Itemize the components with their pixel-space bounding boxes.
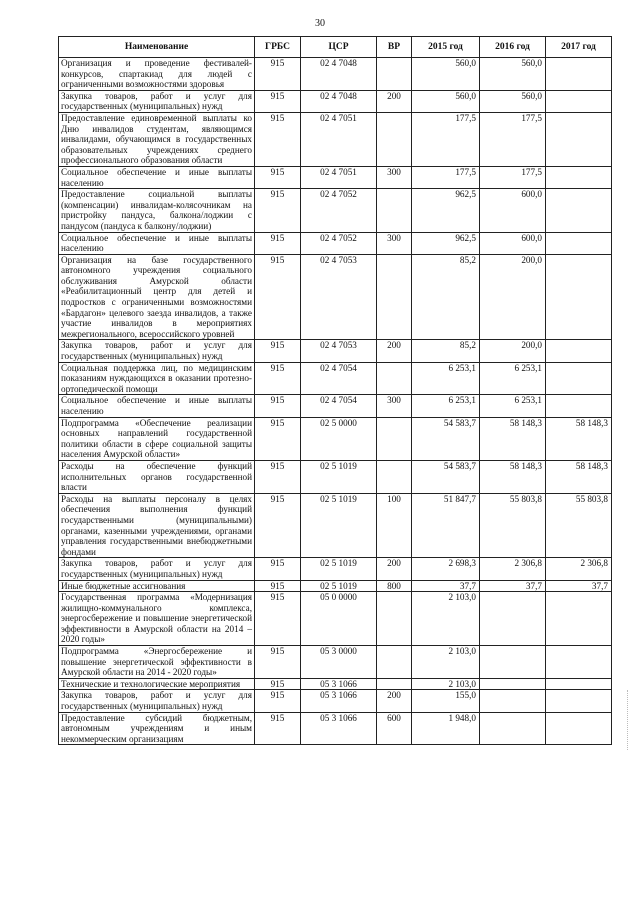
cell-csr: 05 3 1066 [301, 712, 377, 745]
cell-grbs: 915 [255, 232, 301, 254]
table-row [59, 166, 612, 188]
cell-y2016: 200,0 [480, 340, 546, 362]
table-row [59, 189, 612, 232]
cell-vr [377, 58, 412, 91]
cell-y2017 [546, 90, 612, 112]
cell-y2017 [546, 646, 612, 679]
cell-y2016 [480, 646, 546, 679]
cell-name: Предоставление субсидий бюджетным, автономным учреждениям и иным некоммерческим организациям [59, 712, 255, 745]
cell-y2015: 962,5 [412, 232, 480, 254]
cell-y2016: 37,7 [480, 580, 546, 592]
cell-grbs: 915 [255, 417, 301, 460]
table-row [59, 254, 612, 340]
cell-y2015: 2 103,0 [412, 678, 480, 690]
cell-vr [377, 678, 412, 690]
cell-csr: 02 4 7048 [301, 58, 377, 91]
cell-grbs: 915 [255, 678, 301, 690]
cell-y2017 [546, 712, 612, 745]
cell-y2017 [546, 395, 612, 417]
cell-grbs: 915 [255, 166, 301, 188]
cell-name: Закупка товаров, работ и услуг для государственных (муниципальных) нужд [59, 340, 255, 362]
cell-y2017 [546, 340, 612, 362]
cell-grbs: 915 [255, 189, 301, 232]
cell-y2015: 54 583,7 [412, 460, 480, 493]
header-2017: 2017 год [546, 37, 612, 58]
table-row [59, 580, 612, 592]
table-row [59, 592, 612, 646]
cell-grbs: 915 [255, 592, 301, 646]
cell-grbs: 915 [255, 254, 301, 340]
cell-name: Предоставление социальной выплаты (компенсации) инвалидам-колясочникам на пристройку пандуса, балкона/лоджии с пандусом (пандуса к балкону/лоджии) [59, 189, 255, 232]
cell-y2016: 200,0 [480, 254, 546, 340]
cell-y2015: 54 583,7 [412, 417, 480, 460]
cell-csr: 02 4 7051 [301, 166, 377, 188]
cell-y2017 [546, 592, 612, 646]
cell-y2016 [480, 690, 546, 712]
cell-y2015: 2 698,3 [412, 558, 480, 580]
cell-grbs: 915 [255, 58, 301, 91]
scan-margin-mark [627, 690, 634, 750]
cell-y2015: 962,5 [412, 189, 480, 232]
cell-y2016: 560,0 [480, 90, 546, 112]
table-row [59, 690, 612, 712]
cell-y2015: 6 253,1 [412, 395, 480, 417]
cell-y2017 [546, 112, 612, 166]
cell-name: Социальная поддержка лиц, по медицинским показаниям нуждающихся в оказании протезно-ортопедической помощи [59, 362, 255, 395]
cell-grbs: 915 [255, 493, 301, 558]
cell-vr [377, 460, 412, 493]
table-row [59, 112, 612, 166]
header-csr: ЦСР [301, 37, 377, 58]
cell-grbs: 915 [255, 580, 301, 592]
cell-y2017 [546, 690, 612, 712]
cell-csr: 02 5 1019 [301, 558, 377, 580]
page-number: 30 [315, 18, 325, 29]
cell-vr: 200 [377, 690, 412, 712]
cell-name: Закупка товаров, работ и услуг для государственных (муниципальных) нужд [59, 558, 255, 580]
cell-grbs: 915 [255, 340, 301, 362]
cell-grbs: 915 [255, 90, 301, 112]
cell-name: Технические и технологические мероприятия [59, 678, 255, 690]
cell-name: Предоставление единовременной выплаты ко Дню инвалидов студентам, являющимся инвалидами, обучающимся в государственных образовательных учреждениях среднего профессионального образования области [59, 112, 255, 166]
table-row [59, 646, 612, 679]
header-name: Наименование [59, 37, 255, 58]
cell-vr [377, 254, 412, 340]
cell-vr: 200 [377, 90, 412, 112]
cell-name: Организация на базе государственного автономного учреждения социального обслуживания Амурской области «Реабилитационный центр для детей и подростков с ограниченными возможностями «Бардагон» целевого заезда инвалидов, а также участие инвалидов в мероприятиях межрегионального, всероссийского уровней [59, 254, 255, 340]
cell-y2015: 177,5 [412, 166, 480, 188]
cell-csr: 02 5 1019 [301, 460, 377, 493]
cell-csr: 05 3 1066 [301, 678, 377, 690]
cell-csr: 02 4 7054 [301, 395, 377, 417]
cell-vr: 200 [377, 340, 412, 362]
cell-vr: 300 [377, 395, 412, 417]
cell-csr: 05 3 0000 [301, 646, 377, 679]
cell-y2016: 600,0 [480, 189, 546, 232]
table-row [59, 58, 612, 91]
header-2016: 2016 год [480, 37, 546, 58]
cell-y2015: 37,7 [412, 580, 480, 592]
cell-name: Закупка товаров, работ и услуг для государственных (муниципальных) нужд [59, 90, 255, 112]
cell-name: Организация и проведение фестивалей-конкурсов, спартакиад для людей с ограниченными возможностями здоровья [59, 58, 255, 91]
table-row [59, 232, 612, 254]
cell-y2015: 6 253,1 [412, 362, 480, 395]
cell-grbs: 915 [255, 395, 301, 417]
cell-vr [377, 362, 412, 395]
cell-csr: 02 5 1019 [301, 493, 377, 558]
cell-y2017 [546, 232, 612, 254]
table-row [59, 417, 612, 460]
cell-y2015: 155,0 [412, 690, 480, 712]
cell-csr: 02 4 7053 [301, 254, 377, 340]
table-row [59, 395, 612, 417]
cell-y2017 [546, 678, 612, 690]
table-row [59, 678, 612, 690]
cell-grbs: 915 [255, 558, 301, 580]
table-row [59, 493, 612, 558]
cell-y2016 [480, 678, 546, 690]
cell-y2015: 560,0 [412, 58, 480, 91]
cell-vr [377, 592, 412, 646]
cell-grbs: 915 [255, 690, 301, 712]
header-2015: 2015 год [412, 37, 480, 58]
cell-y2016: 177,5 [480, 112, 546, 166]
header-grbs: ГРБС [255, 37, 301, 58]
cell-csr: 02 4 7052 [301, 189, 377, 232]
cell-y2017: 58 148,3 [546, 417, 612, 460]
cell-name: Иные бюджетные ассигнования [59, 580, 255, 592]
cell-grbs: 915 [255, 460, 301, 493]
cell-y2017 [546, 189, 612, 232]
cell-y2016: 6 253,1 [480, 362, 546, 395]
table-row [59, 90, 612, 112]
cell-name: Расходы на выплаты персоналу в целях обеспечения выполнения функций государственными (муниципальными) органами, казенными учреждениями, органами управления государственными внебюджетными фондами [59, 493, 255, 558]
cell-csr: 02 4 7054 [301, 362, 377, 395]
cell-name: Социальное обеспечение и иные выплаты населению [59, 395, 255, 417]
cell-y2015: 2 103,0 [412, 646, 480, 679]
cell-y2016 [480, 592, 546, 646]
cell-csr: 02 4 7048 [301, 90, 377, 112]
cell-csr: 02 4 7051 [301, 112, 377, 166]
cell-vr: 300 [377, 232, 412, 254]
table-row [59, 362, 612, 395]
cell-y2017 [546, 362, 612, 395]
cell-vr [377, 646, 412, 679]
cell-y2016: 55 803,8 [480, 493, 546, 558]
cell-grbs: 915 [255, 712, 301, 745]
cell-y2015: 2 103,0 [412, 592, 480, 646]
cell-vr [377, 189, 412, 232]
cell-grbs: 915 [255, 112, 301, 166]
cell-y2015: 51 847,7 [412, 493, 480, 558]
cell-y2016: 58 148,3 [480, 460, 546, 493]
cell-y2017: 55 803,8 [546, 493, 612, 558]
cell-y2016: 6 253,1 [480, 395, 546, 417]
cell-csr: 02 5 0000 [301, 417, 377, 460]
cell-name: Подпрограмма «Энергосбережение и повышение энергетической эффективности в Амурской области на 2014 - 2020 годы» [59, 646, 255, 679]
cell-y2015: 560,0 [412, 90, 480, 112]
cell-vr: 600 [377, 712, 412, 745]
cell-vr: 200 [377, 558, 412, 580]
cell-name: Расходы на обеспечение функций исполнительных органов государственной власти [59, 460, 255, 493]
cell-name: Социальное обеспечение и иные выплаты населению [59, 166, 255, 188]
cell-y2017 [546, 58, 612, 91]
cell-csr: 05 0 0000 [301, 592, 377, 646]
cell-y2015: 85,2 [412, 254, 480, 340]
cell-vr: 100 [377, 493, 412, 558]
cell-y2017 [546, 166, 612, 188]
cell-name: Закупка товаров, работ и услуг для государственных (муниципальных) нужд [59, 690, 255, 712]
cell-name: Государственная программа «Модернизация жилищно-коммунального комплекса, энергосбережение и повышение энергетической эффективности в Амурской области на 2014 – 2020 годы» [59, 592, 255, 646]
table-header-row [59, 37, 612, 58]
table-row [59, 460, 612, 493]
cell-csr: 05 3 1066 [301, 690, 377, 712]
cell-csr: 02 4 7053 [301, 340, 377, 362]
cell-y2016: 2 306,8 [480, 558, 546, 580]
cell-y2017: 37,7 [546, 580, 612, 592]
table-row [59, 558, 612, 580]
cell-y2016: 560,0 [480, 58, 546, 91]
cell-grbs: 915 [255, 362, 301, 395]
cell-y2016 [480, 712, 546, 745]
cell-y2015: 85,2 [412, 340, 480, 362]
cell-y2017: 58 148,3 [546, 460, 612, 493]
header-vr: ВР [377, 37, 412, 58]
cell-csr: 02 4 7052 [301, 232, 377, 254]
cell-vr: 800 [377, 580, 412, 592]
table-row [59, 712, 612, 745]
cell-y2015: 177,5 [412, 112, 480, 166]
budget-table [58, 36, 612, 745]
cell-vr: 300 [377, 166, 412, 188]
table-row [59, 340, 612, 362]
cell-vr [377, 112, 412, 166]
cell-y2016: 600,0 [480, 232, 546, 254]
cell-vr [377, 417, 412, 460]
cell-name: Социальное обеспечение и иные выплаты населению [59, 232, 255, 254]
cell-y2016: 58 148,3 [480, 417, 546, 460]
cell-y2017 [546, 254, 612, 340]
cell-y2016: 177,5 [480, 166, 546, 188]
cell-y2015: 1 948,0 [412, 712, 480, 745]
cell-y2017: 2 306,8 [546, 558, 612, 580]
cell-name: Подпрограмма «Обеспечение реализации основных направлений государственной политики области в сфере социальной защиты населения Амурской области» [59, 417, 255, 460]
cell-csr: 02 5 1019 [301, 580, 377, 592]
cell-grbs: 915 [255, 646, 301, 679]
